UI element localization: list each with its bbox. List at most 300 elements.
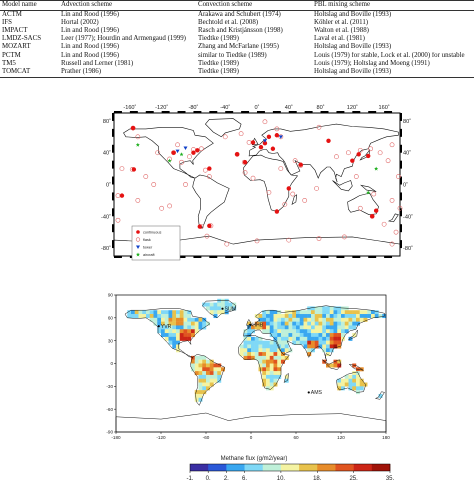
flux-cell	[341, 325, 345, 329]
continuous-site-marker	[356, 152, 360, 156]
flux-cell	[266, 360, 270, 364]
frame-tick	[209, 111, 217, 113]
flux-cell	[165, 310, 169, 314]
flux-cell	[262, 348, 266, 352]
advection-cell: Leer (1977); Hourdin and Armengaud (1999)	[61, 35, 186, 43]
flux-cell	[367, 314, 371, 318]
pbl-cell: Holtslag and Boville (1993)	[314, 11, 392, 19]
model-name-cell: IMPACT	[2, 27, 28, 35]
table-row	[0, 43, 474, 51]
flux-cell	[172, 333, 176, 337]
flux-cell	[352, 383, 356, 387]
flux-cell	[382, 314, 386, 318]
model-name-cell: MOZART	[2, 43, 31, 51]
flux-cell	[319, 337, 323, 341]
header-advection: Advection scheme	[59, 1, 196, 11]
flux-cell	[154, 314, 158, 318]
flux-cell	[266, 314, 270, 318]
flux-cell	[172, 341, 176, 345]
flux-cell	[300, 318, 304, 322]
lat-tick-label: -60	[106, 406, 113, 412]
colorbar-segment	[372, 464, 390, 471]
flux-cell	[319, 322, 323, 326]
pbl-cell: Köhler et al. (2011)	[314, 19, 369, 27]
flux-cell	[341, 314, 345, 318]
flux-cell	[296, 341, 300, 345]
continuous-site-marker	[207, 166, 211, 170]
flux-cell	[266, 364, 270, 368]
flux-cell	[244, 352, 248, 356]
flux-cell	[307, 333, 311, 337]
frame-tick	[241, 256, 249, 258]
flux-cell	[199, 364, 203, 368]
flux-cell	[127, 314, 131, 318]
convection-cell: Tiedtke (1989)	[196, 68, 312, 78]
flux-cell	[315, 310, 319, 314]
flux-cell	[259, 360, 263, 364]
flux-cell	[131, 314, 135, 318]
flux-cell	[285, 348, 289, 352]
frame-tick	[112, 145, 114, 153]
frame-tick	[257, 111, 265, 113]
continent-outline	[333, 181, 353, 191]
table-row	[0, 52, 474, 60]
flux-cell	[337, 341, 341, 345]
flux-cell	[191, 329, 195, 333]
flux-cell	[304, 314, 308, 318]
flux-cell	[292, 322, 296, 326]
flux-cell	[326, 337, 330, 341]
pbl-cell: Holtslag and Boville (1993)	[312, 68, 474, 78]
flux-cell	[326, 318, 330, 322]
flux-cell	[270, 364, 274, 368]
flux-cell	[270, 344, 274, 348]
flux-cell	[285, 322, 289, 326]
flux-cell	[360, 318, 364, 322]
flux-cell	[274, 375, 278, 379]
flux-cell	[180, 329, 184, 333]
flux-cell	[180, 310, 184, 314]
flux-cell	[319, 314, 323, 318]
flux-cell	[352, 322, 356, 326]
flux-cell	[255, 337, 259, 341]
colorbar-tick-label: -1.	[186, 476, 194, 482]
flux-cell	[304, 310, 308, 314]
flux-cell	[206, 379, 210, 383]
flux-cell	[157, 310, 161, 314]
flux-cell	[292, 333, 296, 337]
flux-cell	[206, 383, 210, 387]
flux-cell	[304, 329, 308, 333]
continuous-site-marker	[243, 160, 247, 164]
continuous-site-marker	[132, 167, 136, 171]
flux-cell	[262, 383, 266, 387]
flux-cell	[330, 329, 334, 333]
flux-cell	[210, 371, 214, 375]
flux-cell	[285, 329, 289, 333]
flux-cell	[311, 344, 315, 348]
flask-site-marker	[372, 192, 376, 196]
flux-cell	[191, 325, 195, 329]
flux-cell	[352, 318, 356, 322]
flux-cell	[172, 337, 176, 341]
flux-cell	[259, 352, 263, 356]
flux-cell	[266, 344, 270, 348]
flux-cell	[262, 344, 266, 348]
continuous-site-marker	[251, 140, 255, 144]
frame-tick	[241, 111, 249, 113]
flask-site-marker	[369, 147, 373, 151]
flux-cell	[199, 371, 203, 375]
flux-cell	[304, 318, 308, 322]
flux-cell	[311, 322, 315, 326]
flux-cell	[187, 314, 191, 318]
frame-tick	[273, 256, 281, 258]
flux-cell	[281, 341, 285, 345]
flask-site-marker	[291, 192, 295, 196]
flux-cell	[206, 360, 210, 364]
flux-cell	[300, 333, 304, 337]
model-name-cell: IFS	[2, 19, 12, 27]
convection-cell: Arakawa and Schubert (1974)	[198, 11, 281, 19]
lat-tick-label: -80˚	[101, 246, 111, 253]
frame-tick	[257, 256, 265, 258]
flask-site-marker	[223, 135, 227, 139]
flux-cell	[270, 356, 274, 360]
flux-cell	[364, 310, 368, 314]
colorbar-title: Methane flux (g/m2/year)	[220, 456, 288, 462]
flux-cell	[319, 306, 323, 310]
convection-cell: Tiedtke (1989)	[198, 59, 239, 67]
flux-cell	[202, 367, 206, 371]
flux-cell	[266, 356, 270, 360]
flux-cell	[169, 318, 173, 322]
flux-cell	[191, 322, 195, 326]
flux-cell	[266, 322, 270, 326]
frame-tick	[114, 256, 122, 258]
continuous-site-marker	[198, 224, 202, 228]
continuous-site-marker	[120, 193, 124, 197]
lon-tick-label: -120	[156, 435, 166, 440]
flux-cell	[307, 329, 311, 333]
flux-cell	[172, 322, 176, 326]
flux-cell	[277, 333, 281, 337]
flux-cell	[277, 356, 281, 360]
flux-cell	[330, 322, 334, 326]
lon-tick-label: 120˚	[346, 105, 358, 111]
frame-tick	[352, 111, 360, 113]
frame-tick	[225, 111, 233, 113]
flux-cell	[356, 379, 360, 383]
flux-cell	[326, 329, 330, 333]
flux-cell	[210, 383, 214, 387]
flux-cell	[345, 318, 349, 322]
site-dot	[249, 324, 251, 326]
flux-cell	[139, 310, 143, 314]
flux-cell	[217, 367, 221, 371]
flux-cell	[281, 325, 285, 329]
flux-cell	[319, 333, 323, 337]
flux-cell	[334, 325, 338, 329]
flux-cell	[311, 310, 315, 314]
flux-cell	[315, 318, 319, 322]
flux-cell	[296, 325, 300, 329]
lat-tick-label: 0˚	[106, 182, 111, 189]
lon-tick-label: 40˚	[284, 105, 293, 111]
flask-site-marker	[136, 198, 140, 202]
flux-cell	[266, 379, 270, 383]
flux-cell	[172, 310, 176, 314]
flux-cell	[270, 352, 274, 356]
lon-tick-label: -40˚	[220, 105, 231, 111]
flux-cell	[356, 318, 360, 322]
flux-cell	[330, 341, 334, 345]
colorbar-tick-label: 2.	[223, 476, 229, 482]
flux-cell	[176, 329, 180, 333]
flux-cell	[274, 356, 278, 360]
frame-tick	[305, 256, 313, 258]
flux-cell	[161, 318, 165, 322]
flask-site-marker	[239, 132, 243, 136]
colorbar-segment	[226, 464, 244, 471]
flux-cell	[322, 344, 326, 348]
header-convection: Convection scheme	[196, 1, 312, 11]
flux-cell	[289, 325, 293, 329]
frame-tick	[112, 113, 114, 121]
continuous-site-marker	[131, 126, 135, 130]
flask-site-marker	[394, 230, 398, 234]
flux-cell	[187, 325, 191, 329]
flux-cell	[334, 329, 338, 333]
flask-site-marker	[247, 140, 251, 144]
frame-tick	[112, 129, 114, 137]
flask-site-marker	[160, 206, 164, 210]
flux-cell	[300, 329, 304, 333]
flask-site-marker	[116, 218, 120, 222]
flux-cell	[274, 325, 278, 329]
flux-cell	[285, 333, 289, 337]
flux-cell	[315, 333, 319, 337]
flux-cell	[247, 352, 251, 356]
flux-cell	[292, 318, 296, 322]
flux-cell	[334, 322, 338, 326]
flux-cell	[345, 325, 349, 329]
table-row	[0, 27, 474, 35]
flux-cell	[146, 310, 150, 314]
flux-cell	[341, 379, 345, 383]
flux-cell	[304, 325, 308, 329]
flux-cell	[277, 325, 281, 329]
flux-cell	[176, 337, 180, 341]
flux-cell	[315, 337, 319, 341]
flux-cell	[307, 344, 311, 348]
flux-cell	[202, 375, 206, 379]
flux-cell	[311, 333, 315, 337]
flux-cell	[187, 318, 191, 322]
flux-cell	[360, 310, 364, 314]
flux-cell	[266, 367, 270, 371]
flux-map-figure	[104, 286, 406, 497]
flux-cell	[360, 386, 364, 390]
frame-tick	[112, 208, 114, 216]
flux-cell	[307, 325, 311, 329]
flux-cell	[326, 333, 330, 337]
flux-cell	[277, 314, 281, 318]
flux-cell	[180, 318, 184, 322]
model-name-cell: TM5	[2, 59, 16, 67]
site-label: SUM	[224, 306, 237, 313]
flux-cell	[270, 360, 274, 364]
flask-site-marker	[378, 151, 382, 155]
lon-tick-label: 60	[293, 435, 299, 440]
flux-cell	[210, 306, 214, 310]
frame-tick	[321, 256, 329, 258]
flux-cell	[349, 383, 353, 387]
flux-cell	[262, 341, 266, 345]
flux-cell	[349, 379, 353, 383]
colorbar-segment	[335, 464, 353, 471]
table-row	[0, 35, 474, 43]
flux-cell	[270, 310, 274, 314]
flux-cell	[214, 379, 218, 383]
frame-tick	[112, 240, 114, 248]
flux-cell	[217, 375, 221, 379]
lat-tick-label: -40˚	[403, 214, 413, 221]
frame-tick	[225, 256, 233, 258]
model-name-cell: PCTM	[2, 51, 21, 59]
flux-cell	[259, 318, 263, 322]
flux-cell	[341, 383, 345, 387]
frame-tick	[400, 192, 402, 200]
lat-tick-label: -40˚	[101, 214, 111, 221]
flux-cell	[206, 364, 210, 368]
flux-cell	[165, 318, 169, 322]
flux-cell	[296, 333, 300, 337]
flux-cell	[315, 329, 319, 333]
flux-cell	[262, 367, 266, 371]
flux-grid	[127, 299, 386, 402]
flux-cell	[300, 322, 304, 326]
flux-cell	[307, 348, 311, 352]
flux-cell	[334, 337, 338, 341]
flux-cell	[274, 314, 278, 318]
flux-cell	[349, 318, 353, 322]
flux-cell	[341, 306, 345, 310]
flux-cell	[180, 333, 184, 337]
flask-site-marker	[263, 120, 267, 124]
table-row	[0, 68, 474, 78]
flux-cell	[274, 371, 278, 375]
lon-tick-label: -80˚	[188, 105, 199, 111]
flux-cell	[142, 314, 146, 318]
continuous-site-marker	[207, 224, 211, 228]
flux-cell	[300, 310, 304, 314]
flux-cell	[326, 310, 330, 314]
flux-cell	[277, 371, 281, 375]
flux-cell	[176, 344, 180, 348]
flux-cell	[352, 314, 356, 318]
continent-outline	[361, 185, 376, 191]
colorbar-tick-label: 25.	[349, 476, 358, 482]
site-map	[100, 99, 430, 271]
flux-cell	[337, 322, 341, 326]
flux-cell	[244, 341, 248, 345]
flux-cell	[191, 364, 195, 368]
flux-cell	[202, 383, 206, 387]
flux-cell	[214, 364, 218, 368]
colorbar-tick-label: 10.	[276, 476, 286, 482]
site-label: YVR	[160, 324, 172, 331]
continuous-site-marker	[370, 214, 374, 218]
model-name-cell: ACTM	[2, 11, 22, 19]
flux-cell	[274, 333, 278, 337]
site-map-legend	[132, 226, 180, 260]
lon-tick-label: 0	[249, 435, 253, 440]
continuous-site-marker	[298, 162, 302, 166]
flux-cell	[345, 322, 349, 326]
flux-cell	[345, 379, 349, 383]
flux-cell	[180, 322, 184, 326]
flux-cell	[259, 341, 263, 345]
flux-cell	[161, 310, 165, 314]
flux-cell	[169, 333, 173, 337]
methane-flux-map	[104, 286, 406, 497]
flux-cell	[172, 314, 176, 318]
flux-cell	[356, 386, 360, 390]
flux-cell	[195, 390, 199, 394]
pbl-cell: Louis (1979) for stable, Lock et al. (2000) for unstable	[314, 51, 465, 59]
flux-cell	[172, 344, 176, 348]
flux-cell	[326, 322, 330, 326]
frame-tick	[368, 111, 376, 113]
flux-cell	[247, 341, 251, 345]
flux-cell	[176, 314, 180, 318]
flux-cell	[322, 337, 326, 341]
frame-tick	[193, 256, 201, 258]
flux-cell	[281, 356, 285, 360]
convection-cell: Rasch and Kristjánsson (1998)	[198, 27, 283, 35]
flux-cell	[326, 314, 330, 318]
flux-cell	[360, 383, 364, 387]
pbl-cell: Walton et al. (1988)	[314, 27, 369, 35]
flask-site-marker	[390, 198, 394, 202]
flux-cell	[255, 344, 259, 348]
flux-cell	[266, 329, 270, 333]
advection-cell: Lin and Rood (1996)	[61, 27, 119, 35]
coastline	[116, 413, 386, 432]
flux-cell	[206, 371, 210, 375]
flux-cell	[214, 306, 218, 310]
flux-cell	[195, 360, 199, 364]
frame-tick	[130, 111, 138, 113]
frame-tick	[321, 111, 329, 113]
frame-tick	[114, 111, 122, 113]
flux-cell	[285, 344, 289, 348]
lat-tick-label: 30	[107, 338, 113, 344]
flux-cell	[199, 318, 203, 322]
flux-cell	[187, 329, 191, 333]
flux-cell	[277, 337, 281, 341]
flux-cell	[214, 371, 218, 375]
flux-cell	[311, 341, 315, 345]
flux-cell	[322, 329, 326, 333]
flux-cell	[191, 318, 195, 322]
flux-cell	[169, 337, 173, 341]
table-row	[0, 19, 474, 27]
continuous-site-marker	[350, 158, 354, 162]
flux-cell	[289, 333, 293, 337]
flux-cell	[195, 364, 199, 368]
